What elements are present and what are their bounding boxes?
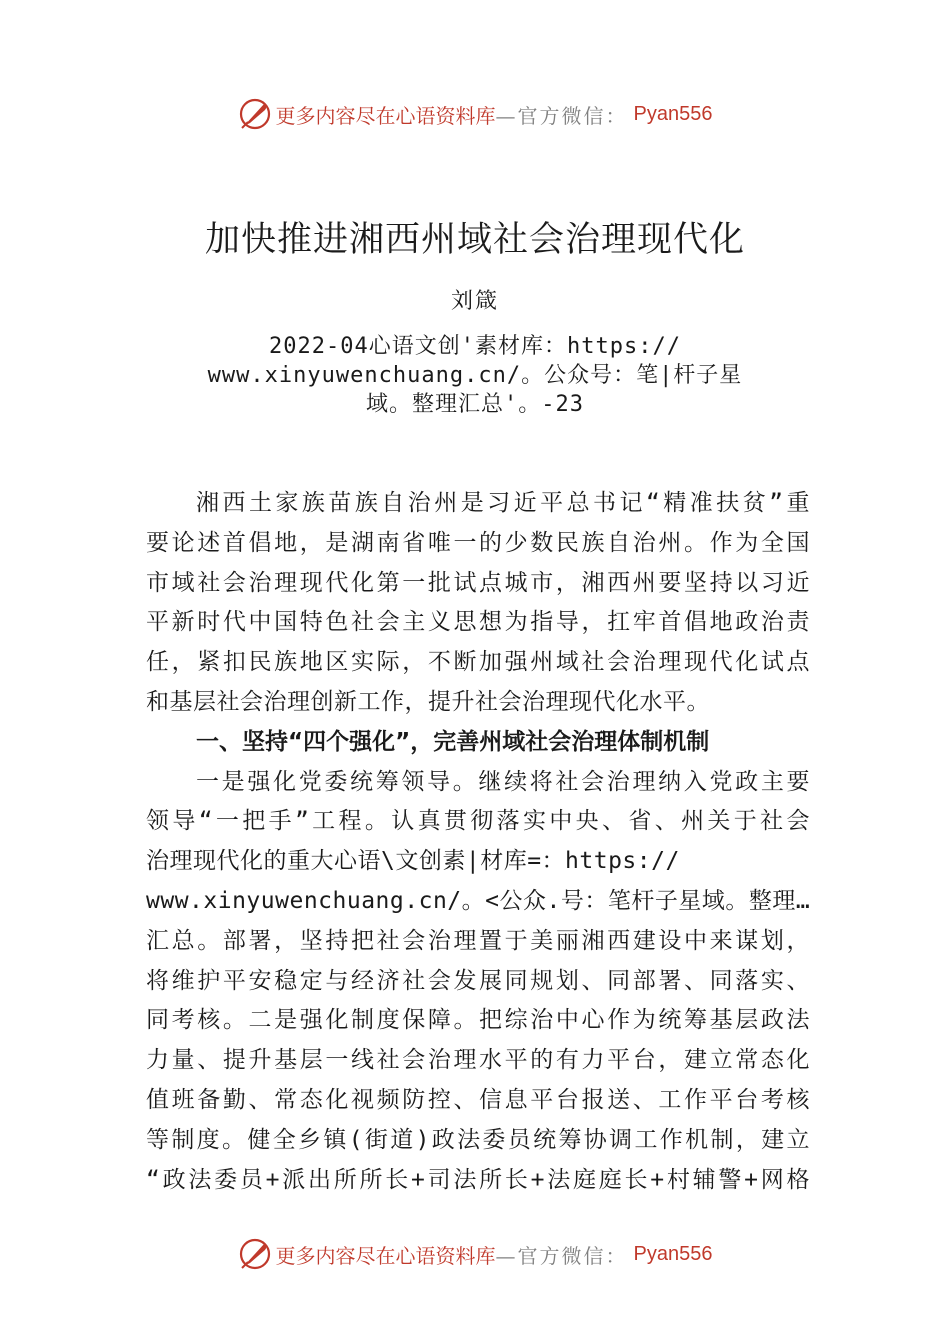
body-line: 力量、提升基层一线社会治理水平的有力平台，建立常态化 — [146, 1047, 810, 1074]
document-dateline — [200, 332, 750, 419]
banner-brand-text: 更多内容尽在心语资料库 — [275, 103, 496, 128]
dateline-line: 2022-04心语文创'素材库：https:// — [269, 334, 681, 359]
body-line: “政法委员+派出所所长+司法所长+法庭庭长+村辅警+网格 — [146, 1166, 810, 1193]
body-line: 湘西土家族苗族自治州是习近平总书记“精准扶贫”重 — [196, 490, 810, 516]
banner-wechat-handle: Pyan556 — [633, 102, 713, 125]
dateline-line: 域。整理汇总'。-23 — [366, 392, 584, 417]
body-line: 治理现代化的重大心语\文创素|材库=：https:// — [146, 848, 680, 875]
body-line: www.xinyuwenchuang.cn/。<公众.号：笔杆子星域。整理… — [146, 887, 811, 914]
document-author: 刘箴 — [450, 289, 499, 314]
body-line: 将维护平安稳定与经济社会发展同规划、同部署、同落实、 — [146, 967, 810, 994]
body-line: 等制度。健全乡镇(街道)政法委员统筹协调工作机制，建立 — [146, 1126, 810, 1153]
feather-pen-circle-icon — [238, 1237, 272, 1271]
body-line: 要论述首倡地，是湖南省唯一的少数民族自治州。作为全国 — [146, 529, 810, 556]
section-heading: 一、坚持“四个强化”，完善州域社会治理体制机制 — [196, 728, 710, 755]
header-banner — [0, 94, 950, 134]
document-title: 加快推进湘西州域社会治理现代化 — [204, 220, 745, 260]
body-line: 值班备勤、常态化视频防控、信息平台报送、工作平台考核 — [146, 1086, 810, 1113]
feather-pen-circle-icon — [238, 97, 272, 131]
body-line: 同考核。二是强化制度保障。把综治中心作为统筹基层政法 — [146, 1007, 810, 1034]
body-line: 领导“一把手”工程。认真贯彻落实中央、省、州关于社会 — [146, 808, 810, 835]
banner-wechat-handle: Pyan556 — [633, 1242, 713, 1265]
body-line: 市域社会治理现代化第一批试点城市，湘西州要坚持以习近 — [146, 569, 810, 596]
body-line: 任，紧扣民族地区实际，不断加强州域社会治理现代化试点 — [146, 649, 810, 676]
banner-wechat-label: —官方微信： — [495, 1243, 628, 1268]
body-line: 平新时代中国特色社会主义思想为指导，扛牢首倡地政治责 — [146, 609, 810, 636]
banner-brand-text: 更多内容尽在心语资料库 — [275, 1243, 496, 1268]
body-line: 一是强化党委统筹领导。继续将社会治理纳入党政主要 — [196, 768, 810, 795]
body-line: 和基层社会治理创新工作，提升社会治理现代化水平。 — [146, 688, 710, 715]
banner-wechat-label: —官方微信： — [495, 103, 628, 128]
document-body — [146, 484, 810, 1200]
dateline-line: www.xinyuwenchuang.cn/。公众号：笔|杆子星 — [207, 363, 743, 388]
body-line: 汇总。部署，坚持把社会治理置于美丽湘西建设中来谋划， — [146, 927, 810, 954]
footer-banner — [0, 1234, 950, 1274]
